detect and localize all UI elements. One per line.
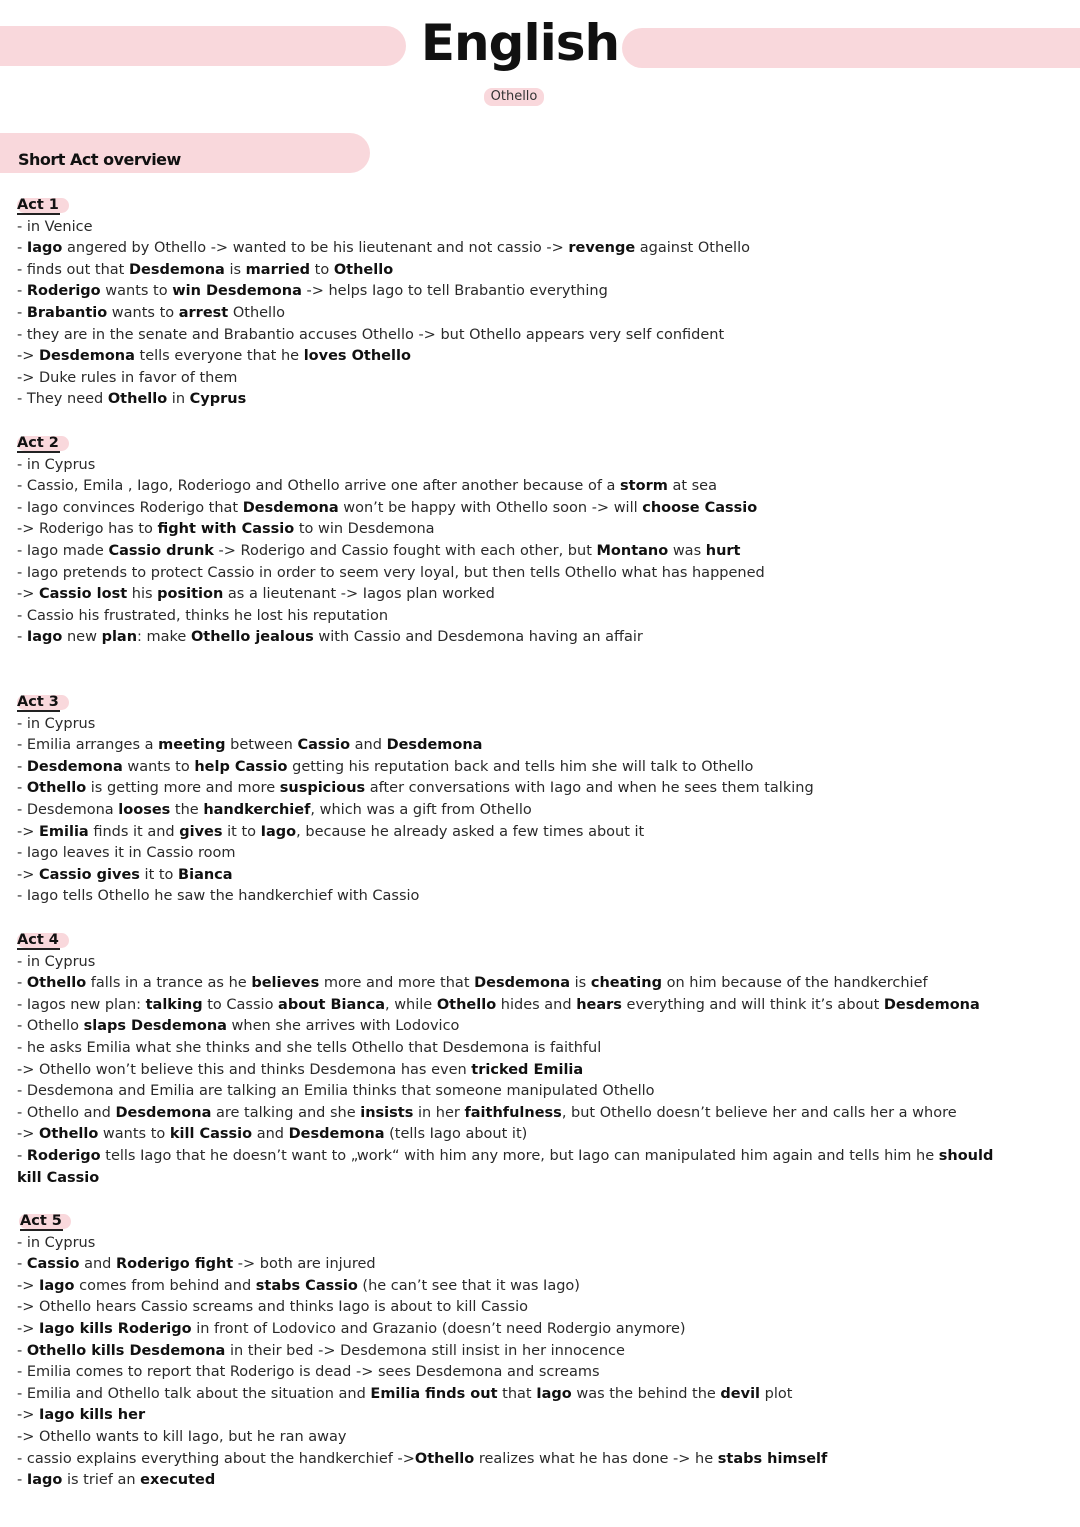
act-heading [17,197,60,214]
line-text: in [167,391,190,408]
line-text: is trief an [62,1472,141,1489]
emphasis-text: Othello [333,261,394,278]
line-text: to [310,261,334,278]
line-text: - [17,629,27,646]
line-text: hides and [496,996,577,1013]
act-line [17,368,1067,390]
act-line [17,217,1067,239]
emphasis-text: position [157,586,224,603]
act-heading [17,435,60,452]
line-text: - [17,975,27,992]
act-line [17,1384,1067,1406]
act-line [17,303,1067,325]
line-text: -> [17,1320,39,1337]
line-text: - Emilia comes to report that Roderigo is dead -> sees Desdemona and screams [17,1364,600,1381]
line-text: is [570,975,591,992]
act-line [17,822,1067,844]
emphasis-text: Othello jealous [190,629,314,646]
emphasis-text: Emilia [39,823,89,840]
emphasis-text: fight with Cassio [157,521,295,538]
emphasis-text: believes [251,975,320,992]
emphasis-text: Iago [26,1472,63,1489]
emphasis-text: Iago [26,240,63,257]
line-text: finds it and [88,823,180,840]
act-line [17,735,1067,757]
act-line [17,627,1067,649]
act-line [17,389,1067,411]
act-line [17,843,1067,865]
emphasis-text: about Bianca [278,996,385,1013]
act-line [17,1060,1067,1082]
emphasis-text: Cassio [297,737,351,754]
line-text: -> [17,1407,39,1424]
act-line [17,325,1067,347]
line-text: -> helps Iago to tell Brabantio everything [301,283,608,300]
line-text: - finds out that [17,261,129,278]
line-text: at sea [667,478,717,495]
line-text: - [17,240,27,257]
emphasis-text: Roderigo [26,1147,101,1164]
line-text: -> [17,1126,39,1143]
line-text: it to [222,823,261,840]
act-line [17,1427,1067,1449]
emphasis-text: Othello [26,975,87,992]
act-line [17,1276,1067,1298]
act-line [17,1146,1017,1189]
act-line [17,952,1067,974]
line-text: -> [17,586,39,603]
emphasis-text: win Desdemona [172,283,302,300]
emphasis-text: cheating [590,975,662,992]
emphasis-text: plan [101,629,138,646]
line-text: falls in a trance as he [86,975,252,992]
emphasis-text: Emilia finds out [370,1385,498,1402]
act-line [17,778,1067,800]
line-text: - Iagos new plan: [17,996,146,1013]
line-text: Othello [228,304,285,321]
line-text: - [17,283,27,300]
act-line [17,800,1067,822]
line-text: - They need [17,391,108,408]
act-line [17,1362,1067,1384]
line-text: -> Duke rules in favor of them [17,369,238,386]
line-text: was [668,542,706,559]
line-text: - Iago leaves it in Cassio room [17,845,236,862]
act-line [17,476,1067,498]
act-line [17,519,1067,541]
act-heading [17,1213,63,1230]
act-line [17,1449,1067,1471]
line-text: with Cassio and Desdemona having an affair [313,629,643,646]
line-text: , which was a gift from Othello [310,801,532,818]
emphasis-text: kill Cassio [169,1126,253,1143]
emphasis-text: hears [576,996,622,1013]
emphasis-text: married [245,261,311,278]
emphasis-text: Desdemona [386,737,483,754]
emphasis-text: Cassio [26,1256,80,1273]
act-line [17,1081,1067,1103]
line-text: - in Cyprus [17,1234,96,1251]
line-text: - Desdemona and Emilia are talking an Emilia thinks that someone manipulated Othello [17,1083,655,1100]
line-text: after conversations with Iago and when he sees them talking [365,780,814,797]
act-line [17,606,1067,628]
emphasis-text: handkerchief [203,801,311,818]
line-text: -> both are injured [233,1256,376,1273]
line-text: in front of Lodovico and Grazanio (doesn’t need Rodergio anymore) [191,1320,686,1337]
line-text: - Cassio his frustrated, thinks he lost his reputation [17,607,389,624]
emphasis-text: stabs Cassio [255,1277,358,1294]
act-line [17,260,1067,282]
emphasis-text: storm [620,478,668,495]
emphasis-text: looses [118,801,171,818]
line-text: - Iago made [17,542,109,559]
line-text: that [497,1385,537,1402]
line-text: - [17,1256,27,1273]
line-text: - in Venice [17,218,93,235]
line-text: : make [137,629,191,646]
line-text: are talking and she [211,1104,361,1121]
line-text: - Iago tells Othello he saw the handkerchief with Cassio [17,888,420,905]
line-text: -> Othello wants to kill Iago, but he ran away [17,1428,347,1445]
emphasis-text: Desdemona [115,1104,212,1121]
act-line [17,886,1067,908]
line-text: - [17,780,27,797]
act-line [17,1233,1067,1255]
line-text: - Iago convinces Roderigo that [17,499,243,516]
line-text: - [17,304,27,321]
line-text: to Cassio [202,996,279,1013]
act-line [17,1254,1067,1276]
emphasis-text: help Cassio [194,758,288,775]
line-text: - [17,1472,27,1489]
act-line [17,238,1067,260]
emphasis-text: tricked Emilia [471,1061,584,1078]
emphasis-text: Desdemona [288,1126,385,1143]
line-text: - Cassio, Emila , Iago, Roderiogo and Othello arrive one after another because of a [17,478,621,495]
act-line [17,1038,1067,1060]
line-text: -> Othello hears Cassio screams and thinks Iago is about to kill Cassio [17,1299,529,1316]
line-text: and [350,737,387,754]
emphasis-text: Cyprus [189,391,247,408]
act-line [17,584,1067,606]
line-text: -> [17,823,39,840]
act-line [17,714,1067,736]
line-text: comes from behind and [74,1277,256,1294]
subtitle-wrap [0,85,1028,106]
emphasis-text: suspicious [279,780,366,797]
emphasis-text: Desdemona [242,499,339,516]
act-heading-label: Act 4 [17,932,59,948]
line-text: against Othello [635,240,750,257]
act-line [17,281,1067,303]
emphasis-text: Othello [414,1450,475,1467]
emphasis-text: devil [720,1385,761,1402]
line-text: - in Cyprus [17,953,96,970]
line-text: wants to [98,1126,170,1143]
act-line [17,541,1067,563]
line-text: -> Othello won’t believe this and thinks Desdemona has even [17,1061,472,1078]
line-text: more and more that [319,975,475,992]
emphasis-text: Brabantio [26,304,108,321]
line-text: -> [17,348,39,365]
act-3-section [17,692,1067,908]
page-subtitle: Othello [484,88,545,106]
emphasis-text: executed [140,1472,216,1489]
emphasis-text: should kill Cassio [17,1147,994,1186]
emphasis-text: stabs himself [717,1450,828,1467]
act-line [17,865,1067,887]
act-line [17,498,1067,520]
line-text: in her [413,1104,465,1121]
emphasis-text: slaps Desdemona [83,1018,227,1035]
act-line [17,757,1067,779]
act-4-section [17,930,1067,1189]
emphasis-text: Othello [26,780,87,797]
emphasis-text: talking [145,996,203,1013]
act-line [17,1016,1067,1038]
act-line [17,1124,1067,1146]
line-text: - cassio explains everything about the handkerchief -> [17,1450,415,1467]
line-text: - Iago pretends to protect Cassio in order to seem very loyal, but then tells Othello what has happened [17,564,765,581]
section-title: Short Act overview [18,150,181,169]
line-text: realizes what he has done -> he [474,1450,718,1467]
line-text: tells everyone that he [134,348,304,365]
emphasis-text: Othello [436,996,497,1013]
page-title: English [420,14,620,72]
act-line [17,1405,1067,1427]
act-heading-label: Act 5 [20,1213,62,1229]
emphasis-text: Iago [260,823,297,840]
act-line [17,995,1067,1017]
line-text: was the behind the [571,1385,721,1402]
line-text: (he can’t see that it was Iago) [357,1277,580,1294]
line-text: - [17,758,27,775]
emphasis-text: meeting [158,737,226,754]
emphasis-text: faithfulness [464,1104,562,1121]
act-line [17,455,1067,477]
emphasis-text: Othello kills Desdemona [26,1342,226,1359]
line-text: wants to [107,304,179,321]
emphasis-text: Roderigo fight [115,1256,234,1273]
line-text: on him because of the handkerchief [661,975,928,992]
line-text: -> [17,866,39,883]
emphasis-text: Cassio lost [39,586,128,603]
line-text: is [224,261,246,278]
line-text: , because he already asked a few times about it [296,823,645,840]
line-text: new [62,629,102,646]
line-text: won’t be happy with Othello soon -> will [338,499,643,516]
act-2-section [17,433,1067,649]
line-text: - in Cyprus [17,456,96,473]
act-line [17,1319,1067,1341]
act-heading-label: Act 2 [17,435,59,451]
line-text: his [127,586,158,603]
act-heading [17,932,60,949]
emphasis-text: gives [179,823,223,840]
line-text: -> [17,1277,39,1294]
emphasis-text: Cassio gives [39,866,140,883]
line-text: - in Cyprus [17,715,96,732]
act-1-section [17,195,1067,411]
act-line [17,1341,1067,1363]
emphasis-text: revenge [568,240,636,257]
line-text: -> Roderigo has to [17,521,158,538]
line-text: - he asks Emilia what she thinks and she tells Othello that Desdemona is faithful [17,1039,602,1056]
line-text: , but Othello doesn’t believe her and calls her a whore [561,1104,957,1121]
emphasis-text: Desdemona [39,348,135,365]
line-text: - Desdemona [17,801,119,818]
line-text: between [225,737,298,754]
line-text: - Emilia arranges a [17,737,159,754]
line-text: plot [760,1385,793,1402]
emphasis-text: Cassio drunk [108,542,214,559]
line-text: in their bed -> Desdemona still insist in her innocence [225,1342,625,1359]
emphasis-text: Desdemona [26,758,123,775]
emphasis-text: Othello [39,1126,99,1143]
emphasis-text: Roderigo [26,283,101,300]
act-line [17,1297,1067,1319]
line-text: wants to [100,283,173,300]
line-text: - Othello and [17,1104,116,1121]
line-text: (tells Iago about it) [384,1126,528,1143]
act-line [17,1103,1067,1125]
act-line [17,346,1067,368]
emphasis-text: Iago [26,629,63,646]
line-text: wants to [122,758,195,775]
line-text: to win Desdemona [294,521,435,538]
act-heading-label: Act 3 [17,694,59,710]
emphasis-text: Bianca [178,866,233,883]
emphasis-text: Desdemona [883,996,980,1013]
line-text: angered by Othello -> wanted to be his lieutenant and not cassio -> [62,240,569,257]
emphasis-text: Iago kills her [39,1407,146,1424]
act-heading-label: Act 1 [17,197,59,213]
line-text: -> Roderigo and Cassio fought with each other, but [213,542,597,559]
emphasis-text: hurt [705,542,741,559]
emphasis-text: choose Cassio [642,499,758,516]
line-text: when she arrives with Lodovico [226,1018,460,1035]
emphasis-text: arrest [178,304,229,321]
act-line [17,563,1067,585]
line-text: and [252,1126,289,1143]
emphasis-text: Othello [107,391,168,408]
act-line [17,973,1067,995]
line-text: getting his reputation back and tells him she will talk to Othello [287,758,754,775]
line-text: everything and will think it’s about [621,996,884,1013]
act-line [17,1470,1067,1492]
emphasis-text: loves Othello [303,348,411,365]
line-text: , while [384,996,437,1013]
emphasis-text: insists [360,1104,414,1121]
line-text: it to [139,866,179,883]
emphasis-text: Iago [39,1277,75,1294]
line-text: tells Iago that he doesn’t want to „work“ with him any more, but Iago can manipulated him again and tells him he [100,1147,939,1164]
act-5-section [17,1211,1067,1492]
emphasis-text: Desdemona [474,975,571,992]
emphasis-text: Montano [596,542,669,559]
line-text: - they are in the senate and Brabantio accuses Othello -> but Othello appears very self confident [17,326,725,343]
emphasis-text: Iago [536,1385,572,1402]
emphasis-text: Desdemona [128,261,225,278]
line-text: and [79,1256,116,1273]
line-text: - [17,1342,27,1359]
line-text: - Emilia and Othello talk about the situation and [17,1385,371,1402]
line-text: is getting more and more [86,780,280,797]
line-text: as a lieutenant -> Iagos plan worked [223,586,495,603]
act-heading [17,694,60,711]
line-text: the [170,801,204,818]
line-text: - [17,1147,27,1164]
line-text: - Othello [17,1018,84,1035]
emphasis-text: Iago kills Roderigo [39,1320,192,1337]
